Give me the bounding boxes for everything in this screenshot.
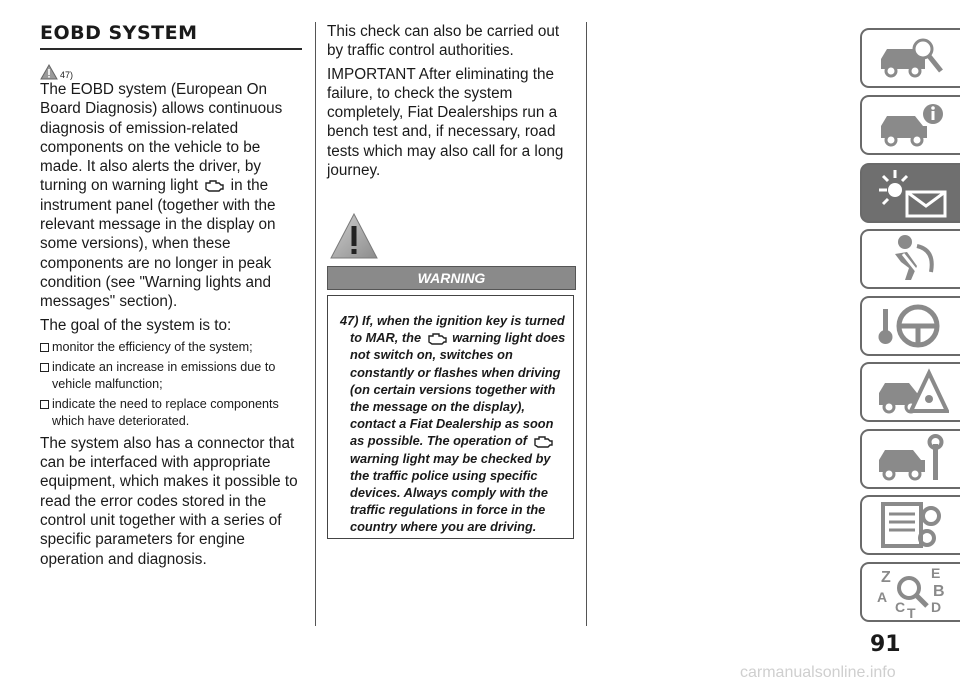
list-item-text: monitor the efficiency of the system; bbox=[52, 339, 253, 354]
index-letter: C bbox=[895, 599, 906, 615]
checkbox-bullet-icon bbox=[40, 343, 49, 352]
warning-text-b: warning light does not switch on, switches on constantly or flashes when driving (on certain versions together with the message on the display), contact a Fiat Dealership as soon as possible. The operation of bbox=[350, 330, 566, 449]
tab-warning-lights[interactable] bbox=[860, 163, 960, 223]
index-letter: D bbox=[931, 599, 942, 615]
paragraph-goal: The goal of the system is to: bbox=[40, 316, 232, 334]
paragraph-intro-text-a: The EOBD system (European On Board Diagnosis) allows continuous diagnosis of emission-related components on the vehicle to be made. It also alerts the driver, by turning on warning light bbox=[40, 81, 283, 195]
tab-starting-driving[interactable] bbox=[860, 296, 960, 356]
footer-watermark: carmanualsonline.info bbox=[740, 664, 896, 681]
index-letter: E bbox=[931, 565, 941, 581]
warning-triangle-icon bbox=[329, 212, 389, 262]
page-number: 91 bbox=[870, 632, 901, 657]
warning-section bbox=[327, 212, 576, 290]
tab-service[interactable] bbox=[860, 429, 960, 489]
reference-number: 47) bbox=[60, 70, 74, 80]
list-item bbox=[40, 339, 304, 356]
middle-column bbox=[327, 22, 577, 184]
warning-text-a: 47) If, when the ignition key is turned to MAR, the bbox=[340, 313, 565, 346]
list-item bbox=[40, 359, 304, 393]
list-item bbox=[40, 396, 304, 430]
index-icon bbox=[871, 564, 951, 620]
warning-text bbox=[328, 296, 573, 536]
paragraph-intro-text-b: in the instrument panel (together with the relevant message in the display on some versions), when these components are no longer in peak condition (see "Warning lights and messages" section). bbox=[40, 177, 276, 311]
column-divider bbox=[586, 22, 587, 626]
warning-triangle-icon bbox=[40, 64, 58, 80]
tab-safety[interactable] bbox=[860, 229, 960, 289]
checkbox-bullet-icon bbox=[40, 400, 49, 409]
car-service-icon bbox=[873, 432, 949, 486]
warning-light-message-icon bbox=[871, 166, 951, 220]
paragraph-connector: The system also has a connector that can be interfaced with appropriate equipment, which makes it possible to read the error codes stored in the control unit together with a series of specific parameters for engine operation and diagnosis. bbox=[40, 434, 298, 568]
warning-text-c: warning light may be checked by the traffic police using specific devices. Always comply with the traffic regulations in force in the country where you are driving. bbox=[350, 450, 551, 535]
tab-car-search[interactable] bbox=[860, 28, 960, 88]
warning-header: WARNING bbox=[327, 266, 576, 290]
engine-check-icon bbox=[426, 332, 448, 346]
paragraph-intro bbox=[40, 80, 304, 312]
airbag-safety-icon bbox=[873, 232, 949, 286]
paragraph-traffic: This check can also be carried out by traffic control authorities. bbox=[327, 23, 560, 60]
index-letter: A bbox=[877, 589, 888, 605]
tab-emergency[interactable] bbox=[860, 362, 960, 422]
tab-car-info[interactable] bbox=[860, 95, 960, 155]
section-heading: EOBD SYSTEM bbox=[40, 22, 302, 50]
car-info-icon bbox=[873, 100, 949, 150]
goal-list bbox=[40, 339, 304, 430]
technical-data-icon bbox=[873, 498, 949, 552]
engine-check-icon bbox=[203, 179, 225, 193]
reference-marker bbox=[40, 60, 304, 80]
tab-index[interactable] bbox=[860, 562, 960, 622]
key-steering-wheel-icon bbox=[873, 299, 949, 353]
engine-check-icon bbox=[532, 435, 554, 449]
index-letter: B bbox=[933, 583, 945, 600]
list-item-text: indicate an increase in emissions due to vehicle malfunction; bbox=[52, 359, 276, 391]
car-search-icon bbox=[873, 33, 949, 83]
list-item-text: indicate the need to replace components which have deteriorated. bbox=[52, 396, 279, 428]
index-letter: Z bbox=[881, 569, 891, 586]
checkbox-bullet-icon bbox=[40, 363, 49, 372]
index-letter: T bbox=[907, 605, 916, 620]
car-emergency-icon bbox=[873, 365, 949, 419]
left-column bbox=[40, 22, 304, 573]
paragraph-important: IMPORTANT After eliminating the failure, to check the system completely, Fiat Dealerships run a bench test and, if necessary, road tests which may also call for a long journey. bbox=[327, 65, 564, 180]
column-divider bbox=[315, 22, 316, 626]
tab-technical-data[interactable] bbox=[860, 495, 960, 555]
warning-box bbox=[327, 295, 574, 539]
